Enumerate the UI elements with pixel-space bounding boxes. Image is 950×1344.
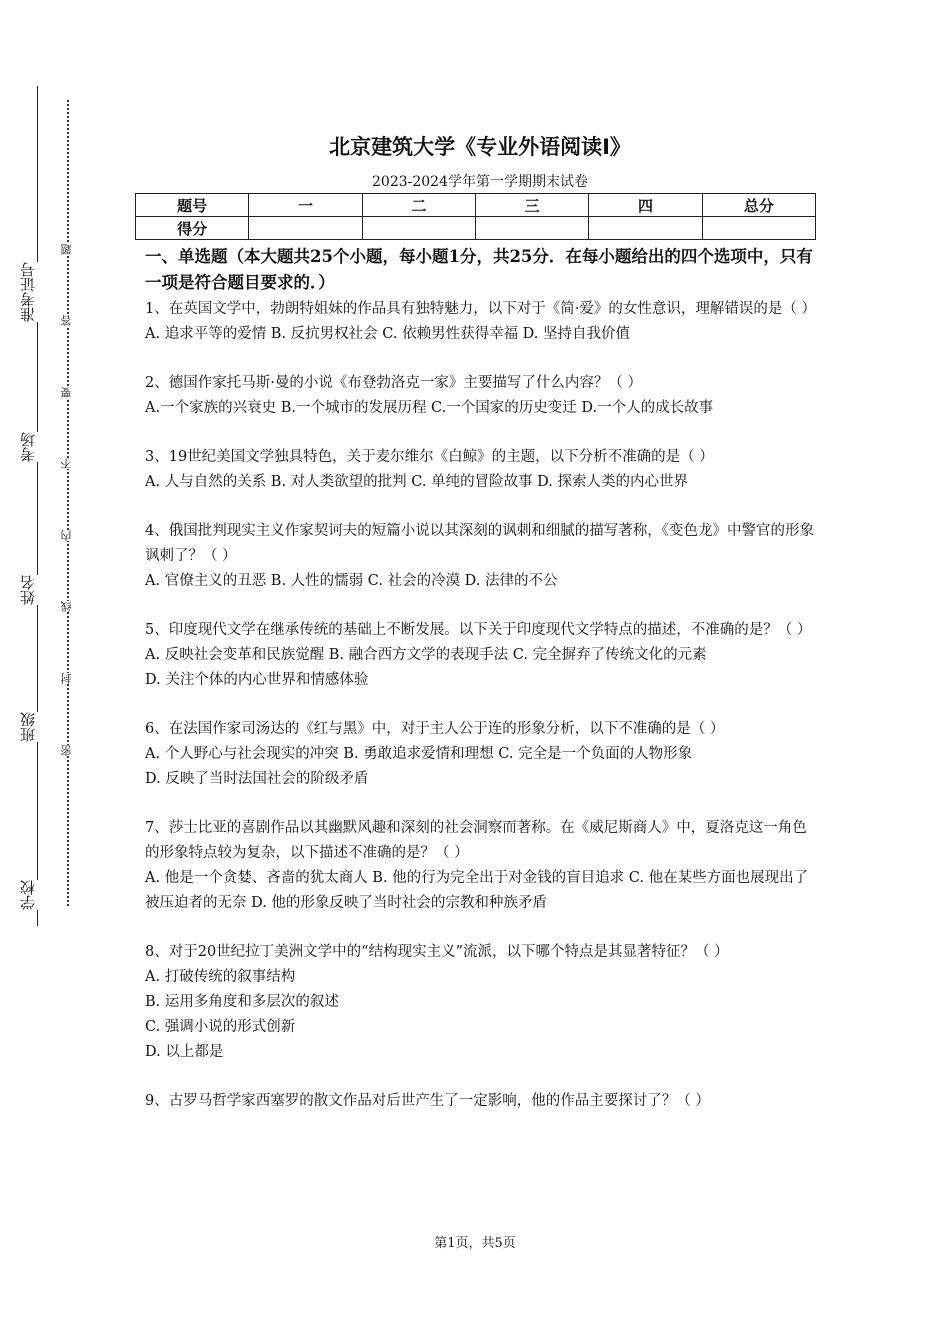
- score-header-cell: 三: [475, 194, 588, 217]
- question-options: A. 打破传统的叙事结构: [145, 969, 296, 985]
- question-options: A. 人与自然的关系 B. 对人类欲望的批判 C. 单纯的冒险故事 D. 探索人类的内心世界: [145, 474, 689, 490]
- score-header-cell: 二: [362, 194, 475, 217]
- seal-char: 答: [60, 315, 76, 326]
- seal-char: 线: [60, 601, 76, 612]
- question-item: [145, 940, 815, 1065]
- question-item: [145, 371, 815, 421]
- name-label: 姓名: [20, 575, 44, 605]
- score-table-score-row: [136, 217, 816, 240]
- question-stem: 2、德国作家托马斯·曼的小说《布登勃洛克一家》主要描写了什么内容？（ ）: [145, 375, 642, 391]
- question-stem: 3、19世纪美国文学独具特色，关于麦尔维尔《白鲸》的主题，以下分析不准确的是（ ）: [145, 449, 714, 465]
- question-stem: 6、在法国作家司汤达的《红与黑》中，对于主人公于连的形象分析，以下不准确的是（ ）: [145, 721, 725, 737]
- question-stem: 7、莎士比亚的喜剧作品以其幽默风趣和深刻的社会洞察而著称。在《威尼斯商人》中，夏洛克这一角色的形象特点较为复杂，以下描述不准确的是？（ ）: [145, 820, 807, 861]
- score-row-label: 得分: [136, 217, 249, 240]
- school-label: 学校: [20, 880, 44, 910]
- score-header-cell: 一: [249, 194, 362, 217]
- score-cell[interactable]: [589, 217, 702, 240]
- question-options: A. 追求平等的爱情 B. 反抗男权社会 C. 依赖男性获得幸福 D. 坚持自我价值: [145, 326, 631, 342]
- question-item: [145, 717, 815, 792]
- question-stem: 8、对于20世纪拉丁美洲文学中的“结构现实主义”流派，以下哪个特点是其显著特征？（ ）: [145, 944, 729, 960]
- score-header-cell: 题号: [136, 194, 249, 217]
- question-stem: 4、俄国批判现实主义作家契诃夫的短篇小说以其深刻的讽刺和细腻的描写著称，《变色龙》中警官的形象讽刺了？（ ）: [145, 523, 814, 564]
- seal-char: 密: [60, 745, 76, 756]
- question-options: A. 他是一个贪婪、吝啬的犹太商人 B. 他的行为完全出于对金钱的盲目追求 C. 他在某些方面也展现出了被压迫者的无奈 D. 他的形象反映了当时社会的宗教和种族矛盾: [145, 870, 809, 911]
- score-header-cell: 四: [589, 194, 702, 217]
- exam-room-label: 考场: [20, 432, 44, 462]
- question-item: [145, 618, 815, 693]
- question-options: D. 反映了当时法国社会的阶级矛盾: [145, 771, 369, 787]
- question-item: [145, 297, 815, 347]
- question-item: [145, 816, 815, 916]
- question-stem: 1、在英国文学中，勃朗特姐妹的作品具有独特魅力，以下对于《简·爱》的女性意识，理解错误的是（ ）: [145, 301, 816, 317]
- question-item: [145, 445, 815, 495]
- seal-char: 封: [60, 673, 76, 684]
- question-options: B. 运用多角度和多层次的叙述: [145, 994, 339, 1010]
- score-header-cell: 总分: [702, 194, 815, 217]
- question-options: A.一个家族的兴衰史 B.一个城市的发展历程 C.一个国家的历史变迁 D.一个人的成长故事: [145, 400, 714, 416]
- seal-dotted-line: [67, 100, 69, 906]
- question-options: A. 反映社会变革和民族觉醒 B. 融合西方文学的表现手法 C. 完全摒弃了传统文化的元素: [145, 647, 707, 663]
- question-options: D. 以上都是: [145, 1044, 224, 1060]
- seal-char: 内: [60, 530, 76, 541]
- question-item: [145, 1089, 815, 1114]
- class-label: 班级: [20, 712, 44, 742]
- question-options: D. 关注个体的内心世界和情感体验: [145, 672, 369, 688]
- exam-title: 北京建筑大学《专业外语阅读I》: [329, 135, 631, 159]
- score-table: [135, 193, 816, 240]
- seal-char: 题: [60, 244, 76, 255]
- binding-solid-line: [37, 86, 38, 926]
- score-cell[interactable]: [362, 217, 475, 240]
- question-stem: 5、印度现代文学在继承传统的基础上不断发展。以下关于印度现代文学特点的描述，不准确的是？（ ）: [145, 622, 812, 638]
- question-options: A. 官僚主义的丑恶 B. 人性的懦弱 C. 社会的冷漠 D. 法律的不公: [145, 573, 558, 589]
- question-options: A. 个人野心与社会现实的冲突 B. 勇敢追求爱情和理想 C. 完全是一个负面的人物形象: [145, 746, 693, 762]
- section-heading: 一、单选题（本大题共25个小题，每小题1分，共25分．在每小题给出的四个选项中，只有一项是符合题目要求的．）: [145, 247, 813, 292]
- question-options: C. 强调小说的形式创新: [145, 1019, 296, 1035]
- score-cell[interactable]: [475, 217, 588, 240]
- question-item: [145, 519, 815, 594]
- seal-char: 要: [60, 387, 76, 398]
- score-cell[interactable]: [249, 217, 362, 240]
- question-stem: 9、古罗马哲学家西塞罗的散文作品对后世产生了一定影响，他的作品主要探讨了？（ ）: [145, 1093, 710, 1109]
- exam-number-label: 准考证号: [20, 262, 44, 322]
- score-table-header-row: [136, 194, 816, 217]
- page-footer: 第1页，共5页: [434, 1236, 516, 1251]
- score-cell[interactable]: [702, 217, 815, 240]
- exam-subtitle: 2023-2024学年第一学期期末试卷: [372, 174, 588, 190]
- question-section: [145, 244, 815, 1138]
- seal-char: 不: [60, 458, 76, 469]
